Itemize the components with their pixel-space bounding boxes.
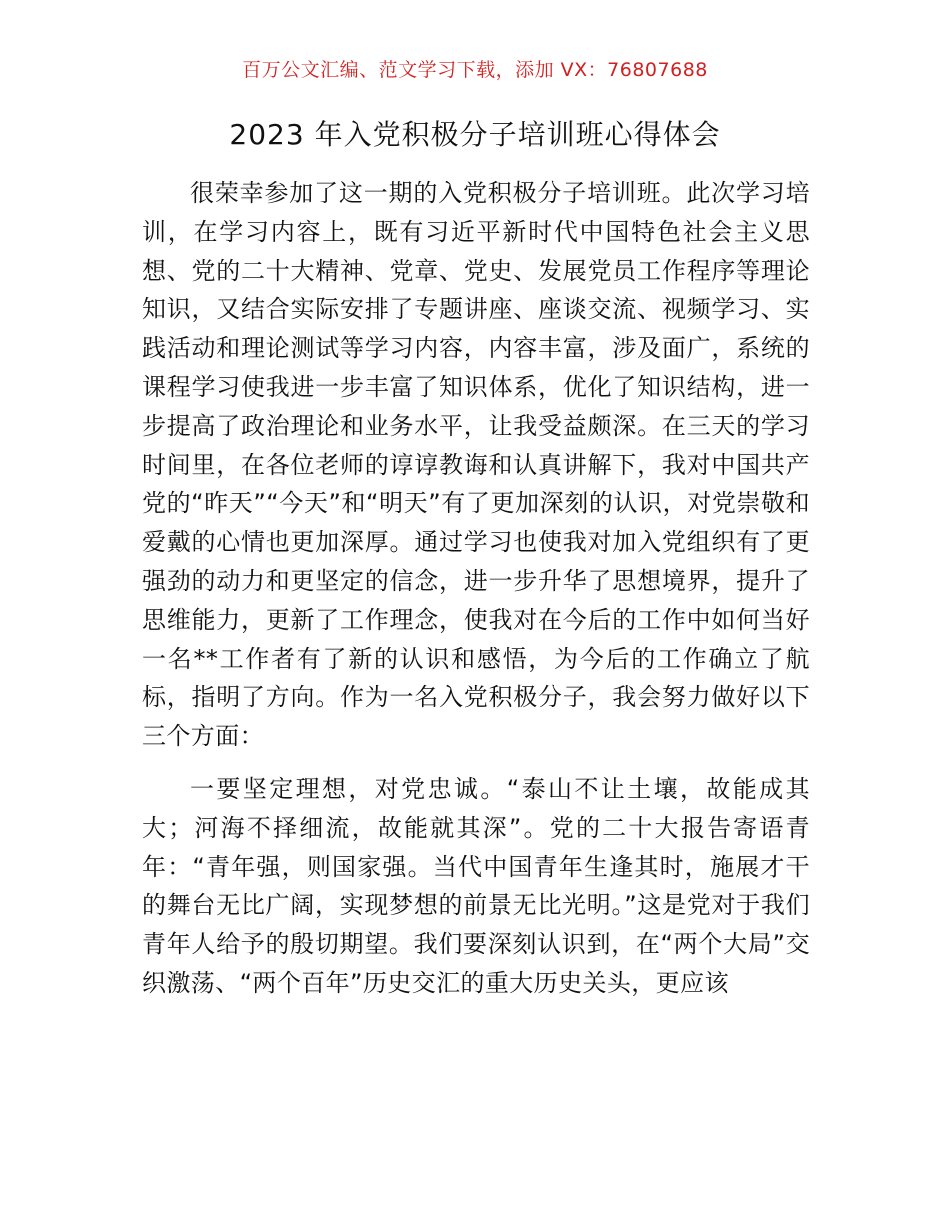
document-title: 2023 年入党积极分子培训班心得体会 [229, 118, 721, 151]
paragraph: 一要坚定理想，对党忠诚。“泰山不让土壤，故能成其大；河海不择细流，故能就其深”。党的二十大报告寄语青年：“青年强，则国家强。当代中国青年生逢其时，施展才干的舞台无比广阔，实现梦想的前景无比光明。”这是党对于我们青年人给予的殷切期望。我们要深刻认识到，在“两个大局”交织激荡、“两个百年”历史交汇的重大历史关头，更应该 [142, 774, 810, 997]
document-body [142, 174, 810, 1003]
header-watermark-note: 百万公文汇编、范文学习下载，添加 VX：76807688 [242, 59, 708, 81]
paragraph: 很荣幸参加了这一期的入党积极分子培训班。此次学习培训，在学习内容上，既有习近平新时代中国特色社会主义思想、党的二十大精神、党章、党史、发展党员工作程序等理论知识，又结合实际安排了专题讲座、座谈交流、视频学习、实践活动和理论测试等学习内容，内容丰富，涉及面广，系统的课程学习使我进一步丰富了知识体系，优化了知识结构，进一步提高了政治理论和业务水平，让我受益颇深。在三天的学习时间里，在各位老师的谆谆教诲和认真讲解下，我对中国共产党的“昨天”“今天”和“明天”有了更加深刻的认识，对党崇敬和爱戴的心情也更加深厚。通过学习也使我对加入党组织有了更强劲的动力和更坚定的信念，进一步升华了思想境界，提升了思维能力，更新了工作理念，使我对在今后的工作中如何当好一名**工作者有了新的认识和感悟，为今后的工作确立了航标，指明了方向。作为一名入党积极分子，我会努力做好以下三个方面： [142, 179, 810, 751]
